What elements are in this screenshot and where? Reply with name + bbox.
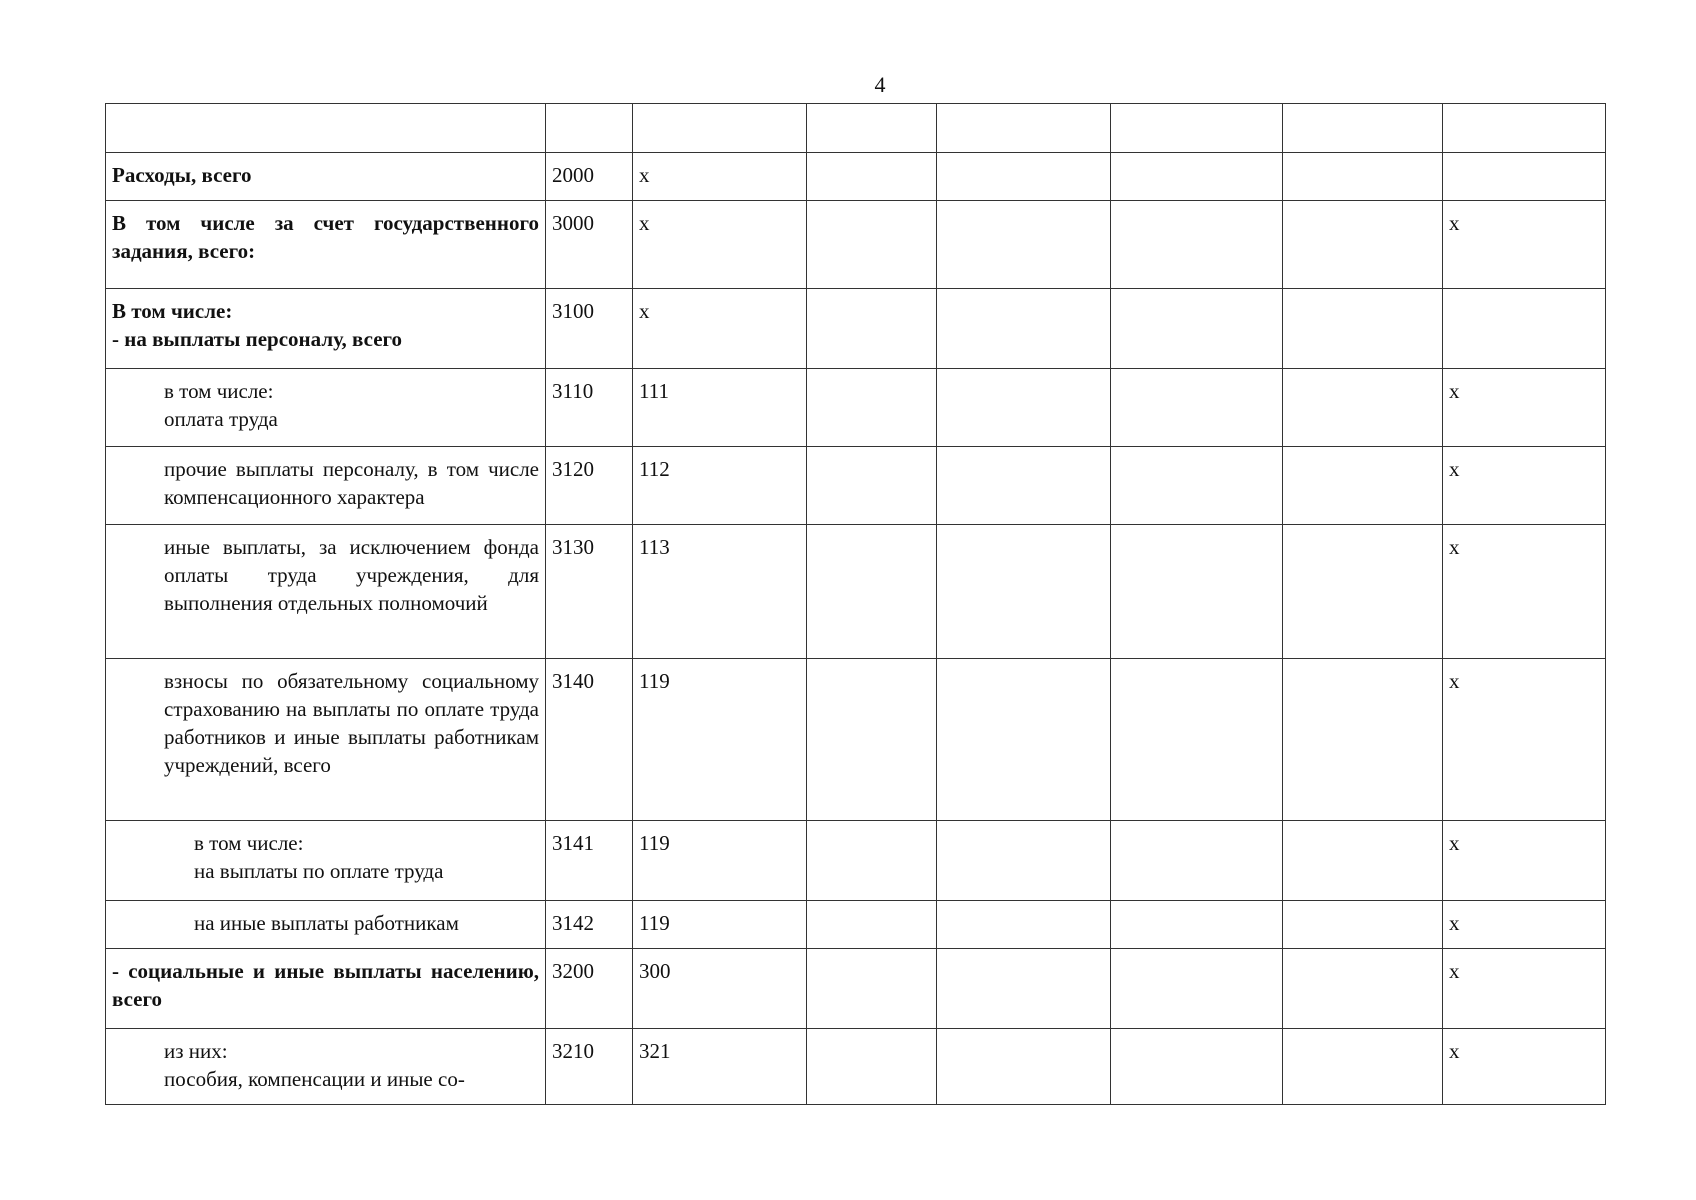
empty-cell bbox=[1111, 525, 1283, 659]
row-mark: x bbox=[1443, 201, 1606, 289]
row-mark: x bbox=[1443, 1029, 1606, 1105]
empty-cell bbox=[1283, 289, 1443, 369]
table-row bbox=[106, 821, 1606, 901]
empty-cell bbox=[1111, 289, 1283, 369]
empty-cell bbox=[937, 153, 1111, 201]
empty-cell bbox=[1111, 153, 1283, 201]
row-name: иные выплаты, за исключением фонда оплаты труда учреждения, для выполнения отдельных полномочий bbox=[106, 525, 546, 659]
empty-cell bbox=[1283, 201, 1443, 289]
row-mark: x bbox=[1443, 821, 1606, 901]
empty-cell bbox=[807, 949, 937, 1029]
row-code: 3142 bbox=[546, 901, 633, 949]
row-code: 3210 bbox=[546, 1029, 633, 1105]
empty-cell bbox=[1283, 949, 1443, 1029]
header-cell bbox=[1111, 104, 1283, 153]
page-number: 4 bbox=[874, 72, 886, 97]
empty-cell bbox=[1283, 369, 1443, 447]
empty-cell bbox=[807, 289, 937, 369]
table-row bbox=[106, 447, 1606, 525]
empty-cell bbox=[1111, 1029, 1283, 1105]
row-code: 3100 bbox=[546, 289, 633, 369]
row-kbk: 112 bbox=[633, 447, 807, 525]
row-code: 3000 bbox=[546, 201, 633, 289]
row-name: В том числе за счет государственного задания, всего: bbox=[106, 201, 546, 289]
table-row bbox=[106, 525, 1606, 659]
empty-cell bbox=[1111, 447, 1283, 525]
row-name: - социальные и иные выплаты населению, всего bbox=[106, 949, 546, 1029]
row-name: прочие выплаты персоналу, в том числе компенсационного характера bbox=[106, 447, 546, 525]
empty-cell bbox=[937, 901, 1111, 949]
empty-cell bbox=[1283, 1029, 1443, 1105]
header-cell bbox=[807, 104, 937, 153]
empty-cell bbox=[937, 525, 1111, 659]
row-mark bbox=[1443, 289, 1606, 369]
row-mark: x bbox=[1443, 525, 1606, 659]
row-kbk: x bbox=[633, 153, 807, 201]
empty-cell bbox=[1111, 369, 1283, 447]
row-kbk: 119 bbox=[633, 901, 807, 949]
row-mark bbox=[1443, 153, 1606, 201]
header-cell bbox=[633, 104, 807, 153]
row-kbk: 113 bbox=[633, 525, 807, 659]
row-code: 3130 bbox=[546, 525, 633, 659]
row-name: в том числе: на выплаты по оплате труда bbox=[106, 821, 546, 901]
table-row bbox=[106, 369, 1606, 447]
empty-cell bbox=[1111, 901, 1283, 949]
empty-cell bbox=[937, 289, 1111, 369]
header-cell bbox=[1283, 104, 1443, 153]
row-mark: x bbox=[1443, 659, 1606, 821]
empty-cell bbox=[937, 1029, 1111, 1105]
row-mark: x bbox=[1443, 369, 1606, 447]
empty-cell bbox=[1111, 201, 1283, 289]
row-code: 3110 bbox=[546, 369, 633, 447]
row-kbk: 119 bbox=[633, 821, 807, 901]
empty-cell bbox=[937, 447, 1111, 525]
row-code: 3140 bbox=[546, 659, 633, 821]
empty-cell bbox=[1111, 949, 1283, 1029]
empty-cell bbox=[1111, 821, 1283, 901]
header-cell bbox=[1443, 104, 1606, 153]
table-row bbox=[106, 289, 1606, 369]
empty-cell bbox=[807, 153, 937, 201]
empty-cell bbox=[937, 201, 1111, 289]
empty-cell bbox=[807, 659, 937, 821]
empty-cell bbox=[1283, 821, 1443, 901]
row-mark: x bbox=[1443, 447, 1606, 525]
empty-cell bbox=[807, 901, 937, 949]
header-row bbox=[106, 104, 1606, 153]
empty-cell bbox=[1283, 525, 1443, 659]
empty-cell bbox=[1283, 153, 1443, 201]
empty-cell bbox=[1283, 447, 1443, 525]
row-code: 2000 bbox=[546, 153, 633, 201]
header-cell bbox=[106, 104, 546, 153]
table-row bbox=[106, 901, 1606, 949]
empty-cell bbox=[937, 369, 1111, 447]
row-name: В том числе: - на выплаты персоналу, всего bbox=[106, 289, 546, 369]
table-row bbox=[106, 153, 1606, 201]
row-name: из них: пособия, компенсации и иные со- bbox=[106, 1029, 546, 1105]
empty-cell bbox=[807, 525, 937, 659]
row-name: на иные выплаты работникам bbox=[106, 901, 546, 949]
row-kbk: 300 bbox=[633, 949, 807, 1029]
row-mark: x bbox=[1443, 901, 1606, 949]
empty-cell bbox=[807, 201, 937, 289]
empty-cell bbox=[937, 949, 1111, 1029]
expense-table bbox=[105, 103, 1606, 1105]
table-row bbox=[106, 659, 1606, 821]
empty-cell bbox=[807, 1029, 937, 1105]
row-mark: x bbox=[1443, 949, 1606, 1029]
table-row bbox=[106, 949, 1606, 1029]
row-name: взносы по обязательному социальному страхованию на выплаты по оплате труда работников и иные выплаты работникам учреждений, всего bbox=[106, 659, 546, 821]
row-kbk: 111 bbox=[633, 369, 807, 447]
empty-cell bbox=[937, 821, 1111, 901]
empty-cell bbox=[1283, 901, 1443, 949]
row-code: 3200 bbox=[546, 949, 633, 1029]
empty-cell bbox=[807, 447, 937, 525]
empty-cell bbox=[807, 369, 937, 447]
row-code: 3141 bbox=[546, 821, 633, 901]
empty-cell bbox=[1283, 659, 1443, 821]
table-row bbox=[106, 1029, 1606, 1105]
row-kbk: 119 bbox=[633, 659, 807, 821]
row-code: 3120 bbox=[546, 447, 633, 525]
row-name: Расходы, всего bbox=[106, 153, 546, 201]
row-kbk: x bbox=[633, 201, 807, 289]
empty-cell bbox=[1111, 659, 1283, 821]
header-cell bbox=[937, 104, 1111, 153]
table-row bbox=[106, 201, 1606, 289]
empty-cell bbox=[807, 821, 937, 901]
row-name: в том числе: оплата труда bbox=[106, 369, 546, 447]
row-kbk: x bbox=[633, 289, 807, 369]
row-kbk: 321 bbox=[633, 1029, 807, 1105]
header-cell bbox=[546, 104, 633, 153]
empty-cell bbox=[937, 659, 1111, 821]
